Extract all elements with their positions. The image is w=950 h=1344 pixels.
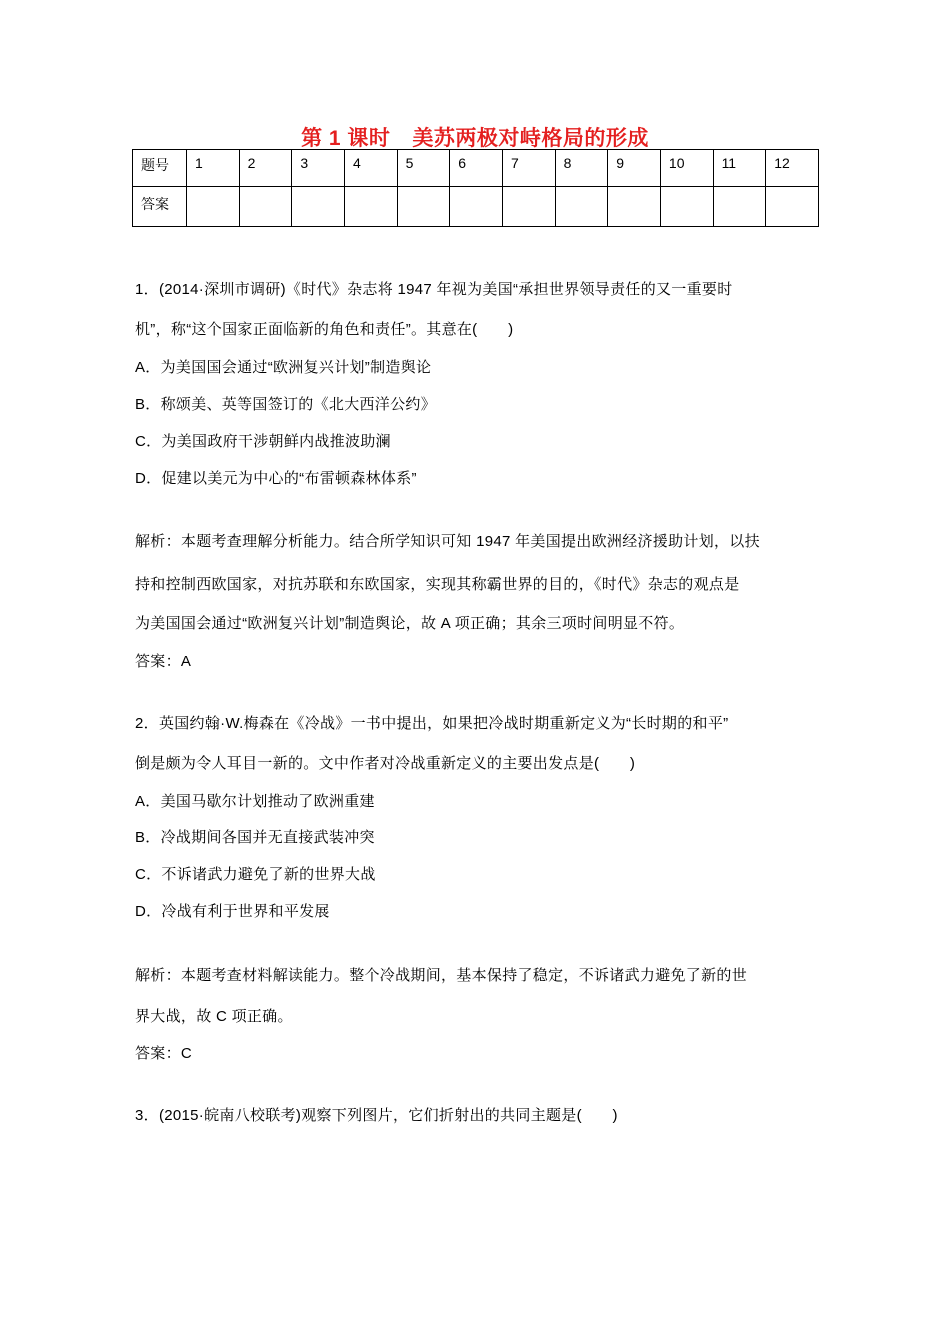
- answer-cell: [397, 187, 450, 227]
- answer-cell: [450, 187, 503, 227]
- q1-analysis-line: 持和控制西欧国家，对抗苏联和东欧国家，实现其称霸世界的目的，《时代》杂志的观点是: [135, 576, 740, 593]
- question-number: 9: [608, 150, 661, 187]
- question-number: 7: [502, 150, 555, 187]
- answer-cell: [344, 187, 397, 227]
- answer-cell: [660, 187, 713, 227]
- answer-cell: [713, 187, 766, 227]
- page-title: [0, 122, 950, 152]
- answer-cell: [239, 187, 292, 227]
- q1-analysis-line: 解析：本题考查理解分析能力。结合所学知识可知 1947 年美国提出欧洲经济援助计划，以扶: [135, 533, 760, 550]
- answer-cell: [555, 187, 608, 227]
- q2-answer: 答案：C: [135, 1045, 193, 1062]
- q2-option-b: B．冷战期间各国并无直接武装冲突: [135, 829, 375, 846]
- answer-cell: [502, 187, 555, 227]
- q1-option-c: C．为美国政府干涉朝鲜内战推波助澜: [135, 433, 391, 450]
- question-number: 11: [713, 150, 766, 187]
- q2-stem-line: 倒是颇为令人耳目一新的。文中作者对冷战重新定义的主要出发点是( ): [135, 755, 636, 772]
- row-label-answer: 答案: [133, 187, 187, 227]
- q2-analysis-line: 界大战，故 C 项正确。: [135, 1008, 293, 1025]
- q2-option-d: D．冷战有利于世界和平发展: [135, 903, 330, 920]
- question-number: 4: [344, 150, 397, 187]
- q1-option-d: D．促建以美元为中心的“布雷顿森林体系”: [135, 470, 417, 487]
- question-number: 2: [239, 150, 292, 187]
- q2-option-a: A．美国马歇尔计划推动了欧洲重建: [135, 793, 375, 810]
- question-number: 5: [397, 150, 450, 187]
- q1-answer: 答案：A: [135, 653, 192, 670]
- row-label-number: 题号: [133, 150, 187, 187]
- answer-grid-number-row: [133, 150, 819, 187]
- q1-analysis-line: 为美国国会通过“欧洲复兴计划”制造舆论，故 A 项正确；其余三项时间明显不符。: [135, 615, 685, 632]
- question-number: 1: [187, 150, 240, 187]
- q2-analysis-line: 解析：本题考查材料解读能力。整个冷战期间，基本保持了稳定，不诉诸武力避免了新的世: [135, 967, 748, 984]
- q1-stem-line: 1．(2014·深圳市调研)《时代》杂志将 1947 年视为美国“承担世界领导责任的又一重要时: [135, 281, 733, 298]
- q2-stem-line: 2．英国约翰·W.梅森在《冷战》一书中提出，如果把冷战时期重新定义为“长时期的和平”: [135, 715, 729, 732]
- title-lesson: 第 1 课时: [301, 127, 391, 150]
- q3-stem-line: 3．(2015·皖南八校联考)观察下列图片，它们折射出的共同主题是( ): [135, 1107, 618, 1124]
- q1-stem-line: 机”，称“这个国家正面临新的角色和责任”。其意在( ): [135, 321, 514, 338]
- q1-option-a: A．为美国国会通过“欧洲复兴计划”制造舆论: [135, 359, 432, 376]
- q2-option-c: C．不诉诸武力避免了新的世界大战: [135, 866, 376, 883]
- question-number: 3: [292, 150, 345, 187]
- answer-cell: [766, 187, 819, 227]
- title-topic: 美苏两极对峙格局的形成: [412, 127, 649, 150]
- answer-cell: [292, 187, 345, 227]
- question-number: 6: [450, 150, 503, 187]
- answer-cell: [187, 187, 240, 227]
- answer-grid-answer-row: [133, 187, 819, 227]
- question-number: 8: [555, 150, 608, 187]
- question-number: 10: [660, 150, 713, 187]
- answer-cell: [608, 187, 661, 227]
- q1-option-b: B．称颂美、英等国签订的《北大西洋公约》: [135, 396, 437, 413]
- answer-grid: [132, 149, 819, 227]
- question-number: 12: [766, 150, 819, 187]
